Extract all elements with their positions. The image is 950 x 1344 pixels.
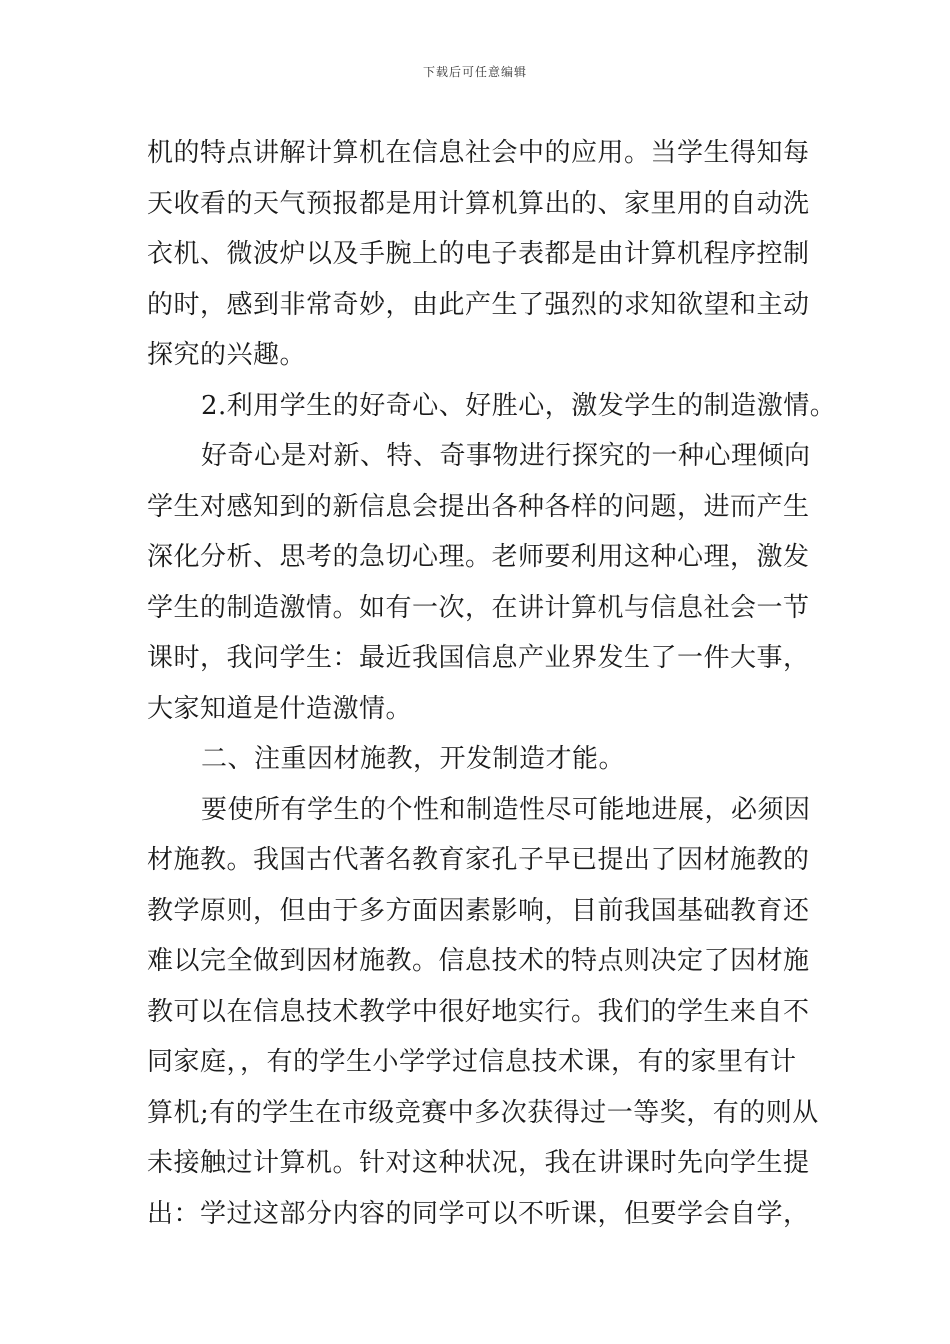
text-line: 的时，感到非常奇妙，由此产生了强烈的求知欲望和主动 [147, 289, 810, 320]
text-line: 课时，我问学生：最近我国信息产业界发生了一件大事， [147, 643, 810, 673]
section-heading: 二、注重因材施教，开发制造才能。 [201, 744, 626, 774]
text-line: 衣机、微波炉以及手腕上的电子表都是由计算机程序控制 [147, 239, 810, 269]
text-line: 教可以在信息技术教学中很好地实行。我们的学生来自不 [147, 996, 810, 1027]
text-line: 深化分析、思考的急切心理。老师要利用这种心理，激发 [147, 542, 810, 572]
document-body [147, 128, 837, 1239]
text-line: 材施教。我国古代著名教育家孔子早已提出了因材施教的 [147, 845, 810, 875]
numbered-heading: 2.利用学生的好奇心、好胜心，激发学生的制造激情。 [201, 390, 837, 421]
text-line: 大家知道是什造激情。 [147, 693, 413, 724]
text-line: 出：学过这部分内容的同学可以不听课，但要学会自学， [147, 1198, 810, 1229]
text-line: 学生对感知到的新信息会提出各种各样的问题，进而产生 [147, 491, 810, 522]
page-header: 下载后可任意编辑 [422, 65, 527, 79]
text-line: 天收看的天气预报都是用计算机算出的、家里用的自动洗 [147, 188, 810, 219]
text-line: 未接触过计算机。针对这种状况，我在讲课时先向学生提 [147, 1148, 810, 1178]
text-line: 教学原则，但由于多方面因素影响，目前我国基础教育还 [147, 895, 810, 926]
paragraph-start: 要使所有学生的个性和制造性尽可能地进展，必须因 [201, 794, 811, 825]
paragraph-start: 好奇心是对新、特、奇事物进行探究的一种心理倾向 [201, 441, 811, 471]
text-line: 探究的兴趣。 [147, 340, 307, 370]
text-line: 机的特点讲解计算机在信息社会中的应用。当学生得知每 [147, 138, 810, 168]
text-line: 学生的制造激情。如有一次，在讲计算机与信息社会一节 [147, 592, 810, 623]
text-line: 算机;有的学生在市级竞赛中多次获得过一等奖，有的则从 [147, 1097, 819, 1128]
text-line: 难以完全做到因材施教。信息技术的特点则决定了因材施 [147, 946, 810, 976]
text-line: 同家庭，，有的学生小学学过信息技术课，有的家里有计 [147, 1047, 797, 1077]
